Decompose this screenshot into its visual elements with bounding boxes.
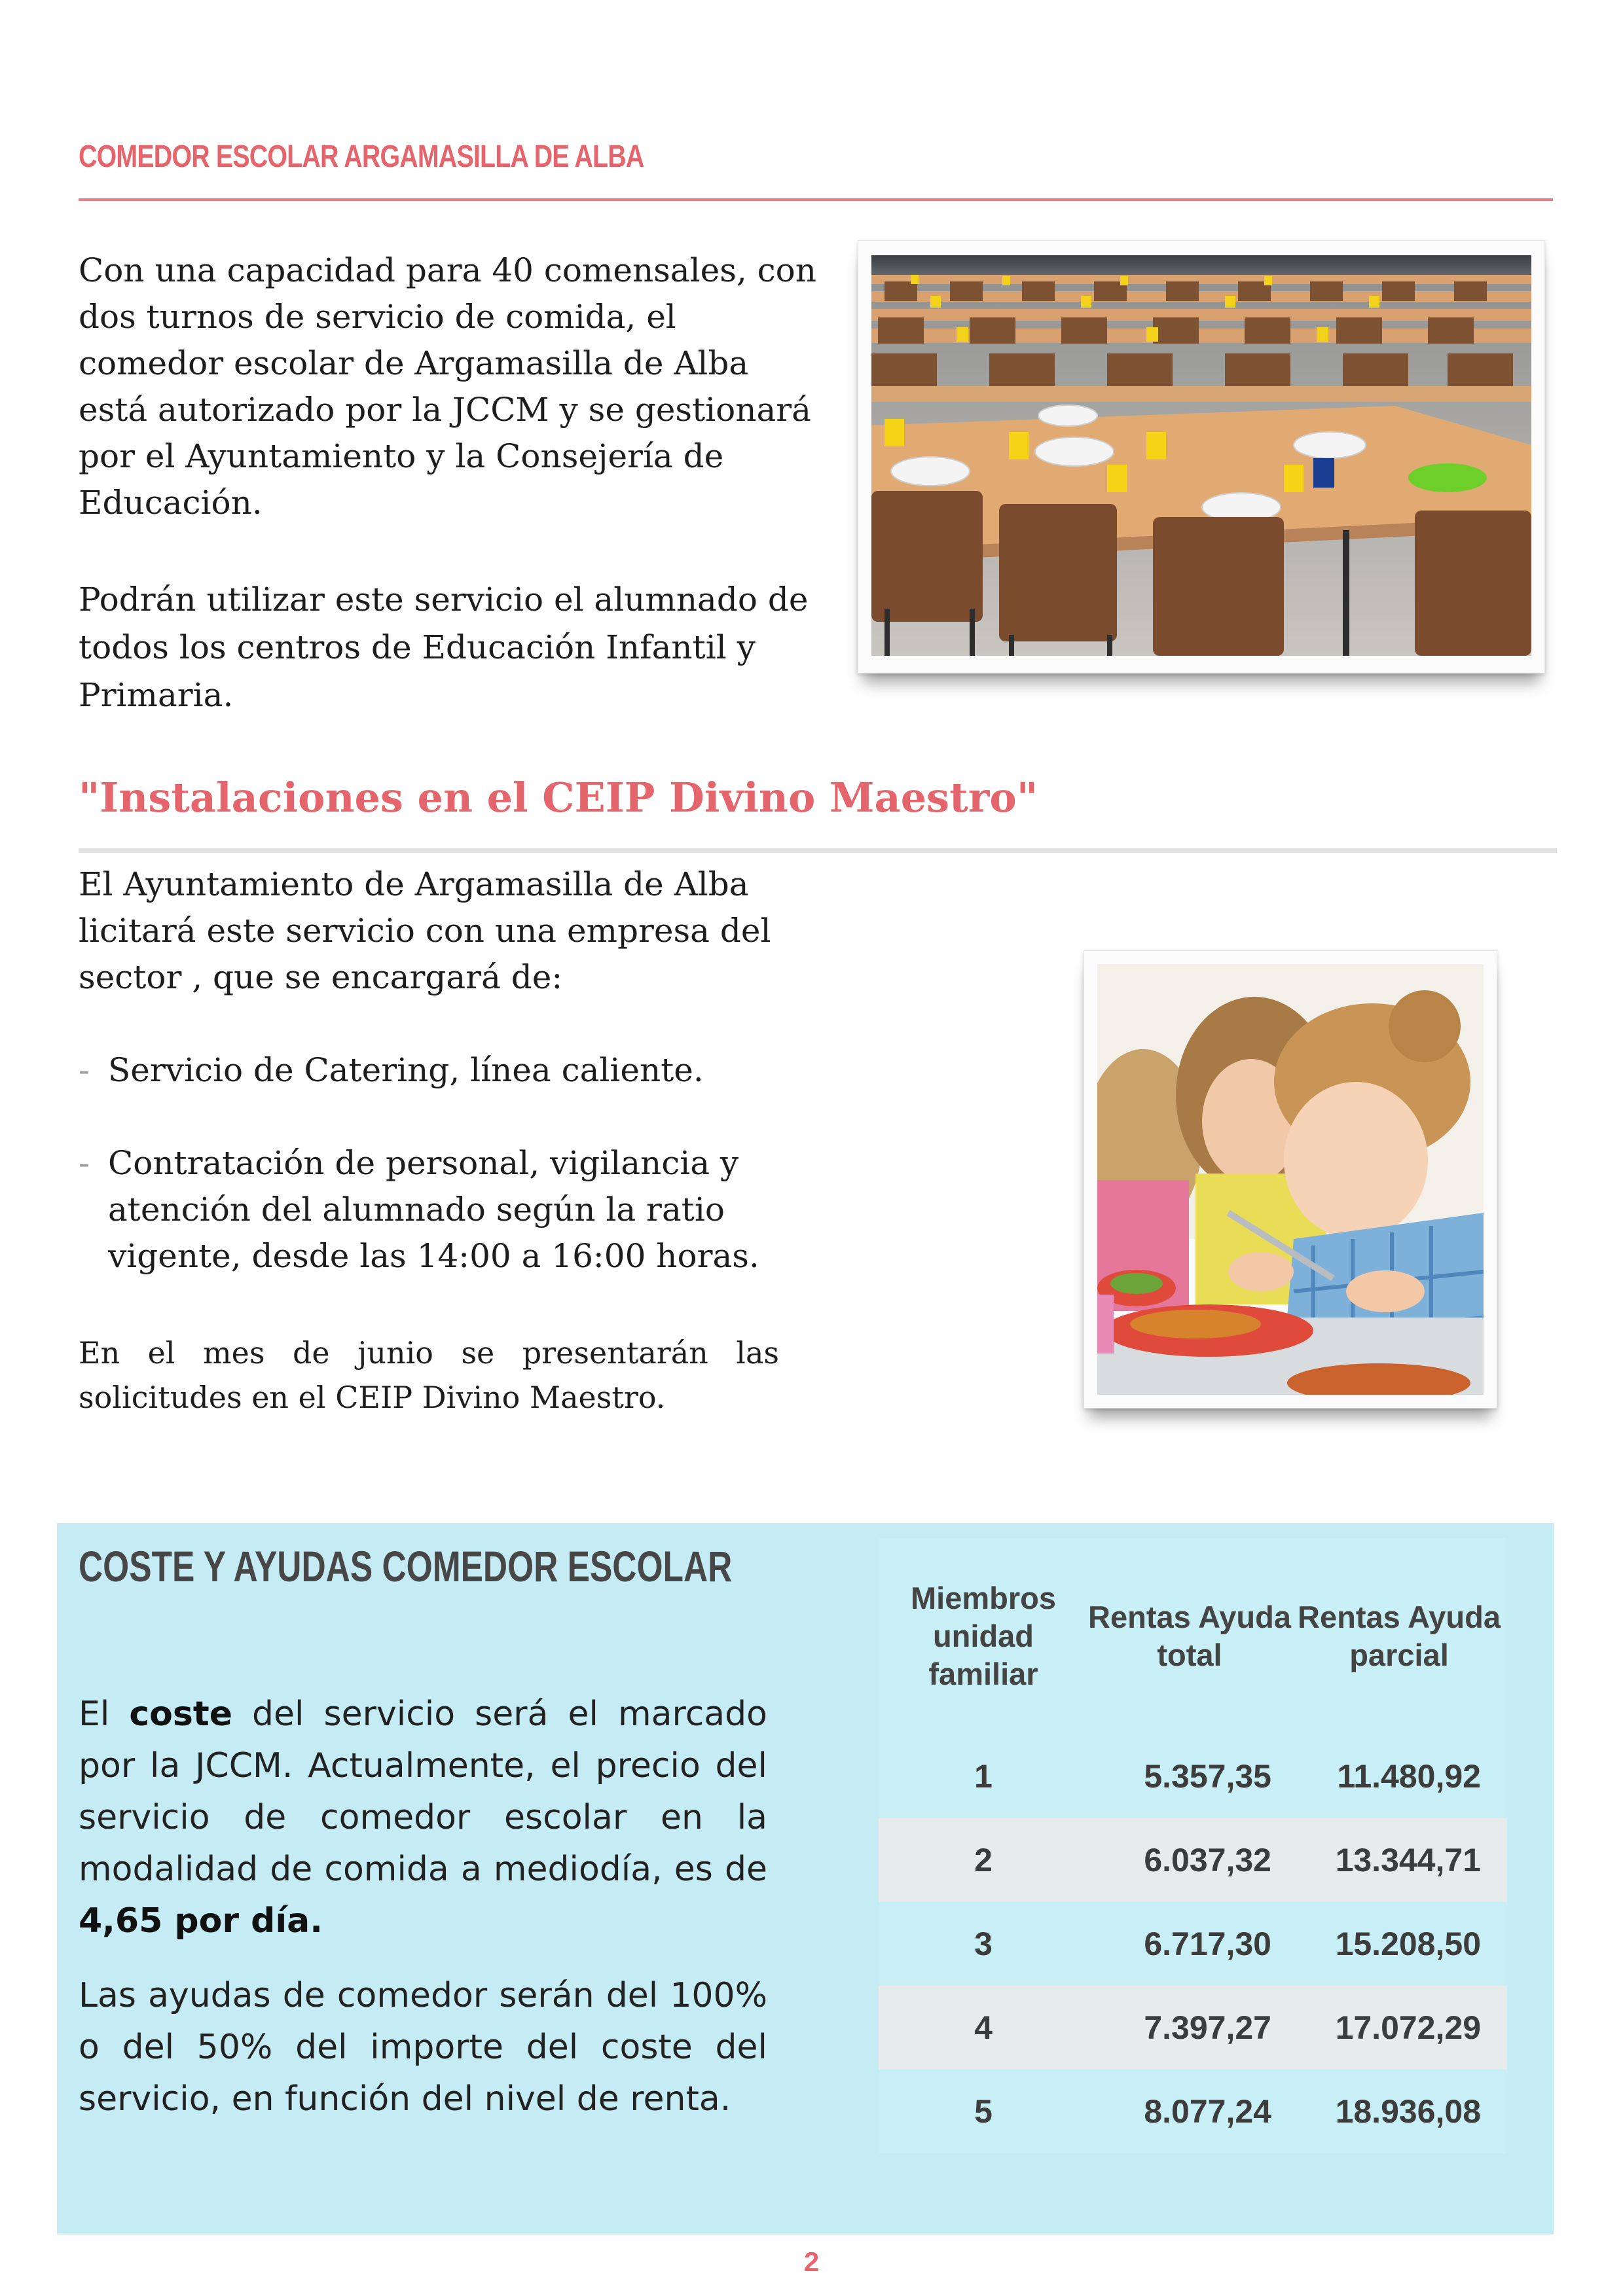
header-full-aid-income: Rentas Ayuda total (1088, 1538, 1291, 1734)
aid-paragraph: Las ayudas de comedor serán del 100% o del 50% del importe del coste del servicio, en función del nivel de renta. (79, 1976, 767, 2119)
table-row (879, 1986, 1507, 2070)
header-title: COMEDOR ESCOLAR ARGAMASILLA DE ALBA (79, 139, 644, 174)
section-divider (79, 848, 1557, 853)
partial-aid-cell: 11.480,92 (1291, 1734, 1507, 1818)
list-item (79, 1140, 812, 1284)
members-cell: 3 (879, 1902, 1088, 1986)
full-aid-cell: 8.077,24 (1088, 2070, 1291, 2153)
members-cell: 4 (879, 1986, 1088, 2070)
intro-paragraph-eligibility: Podrán utilizar este servicio el alumnado de todos los centros de Educación Infantil y Primaria. (79, 581, 809, 714)
table-header-row (879, 1538, 1507, 1734)
table-row (879, 2070, 1507, 2153)
full-aid-cell: 6.717,30 (1088, 1902, 1291, 1986)
income-threshold-table (879, 1538, 1507, 2153)
header-household-members: Miembros unidad familiar (879, 1538, 1088, 1734)
full-aid-cell: 7.397,27 (1088, 1986, 1291, 2070)
cost-text-lead: El (79, 1695, 130, 1734)
members-cell: 5 (879, 2070, 1088, 2153)
table-row (879, 1734, 1507, 1818)
members-cell: 2 (879, 1818, 1088, 1902)
daily-price: 4,65 por día. (79, 1901, 323, 1941)
partial-aid-cell: 13.344,71 (1291, 1818, 1507, 1902)
header-partial-aid-income: Rentas Ayuda parcial (1291, 1538, 1507, 1734)
table-row (879, 1818, 1507, 1902)
june-application-note: En el mes de junio se presentarán las solicitudes en el CEIP Divino Maestro. (79, 1335, 779, 1415)
members-cell: 1 (879, 1734, 1088, 1818)
table-row (879, 1902, 1507, 1986)
intro-paragraph-capacity: Con una capacidad para 40 comensales, con dos turnos de servicio de comida, el comedor escolar de Argamasilla de Alba está autorizado por la JCCM y se gestionará por el Ayuntamiento y la Consejería de Educación. (79, 251, 816, 522)
section-heading: "Instalaciones en el CEIP Divino Maestro" (79, 774, 1038, 821)
page-number: 2 (803, 2246, 820, 2277)
partial-aid-cell: 17.072,29 (1291, 1986, 1507, 2070)
list-item-text: Servicio de Catering, línea caliente. (108, 1051, 704, 1089)
installations-paragraph: El Ayuntamiento de Argamasilla de Alba licitará este servicio con una empresa del sector , que se encargará de: (79, 865, 771, 996)
children-eating-photo (1084, 950, 1497, 1408)
partial-aid-cell: 15.208,50 (1291, 1902, 1507, 1986)
cost-text-body: del servicio será el marcado por la JCCM. Actualmente, el precio del servicio de comedor escolar en la modalidad de comida a mediodía, es de (79, 1695, 767, 1889)
partial-aid-cell: 18.936,08 (1291, 2070, 1507, 2153)
list-item (79, 1047, 812, 1094)
dining-hall-image (871, 255, 1531, 656)
bullet-dash: - (79, 1144, 90, 1182)
list-item-text: Contratación de personal, vigilancia y atención del alumnado según la ratio vigente, desde las 14:00 a 16:00 horas. (108, 1144, 759, 1275)
full-aid-cell: 6.037,32 (1088, 1818, 1291, 1902)
cost-keyword: coste (129, 1695, 232, 1734)
full-aid-cell: 5.357,35 (1088, 1734, 1291, 1818)
cost-paragraph (79, 1689, 767, 1947)
children-eating-image (1097, 964, 1484, 1395)
dining-hall-photo (858, 240, 1545, 673)
bullet-dash: - (79, 1051, 90, 1089)
header-divider (79, 198, 1553, 201)
cost-heading: COSTE Y AYUDAS COMEDOR ESCOLAR (79, 1542, 733, 1590)
